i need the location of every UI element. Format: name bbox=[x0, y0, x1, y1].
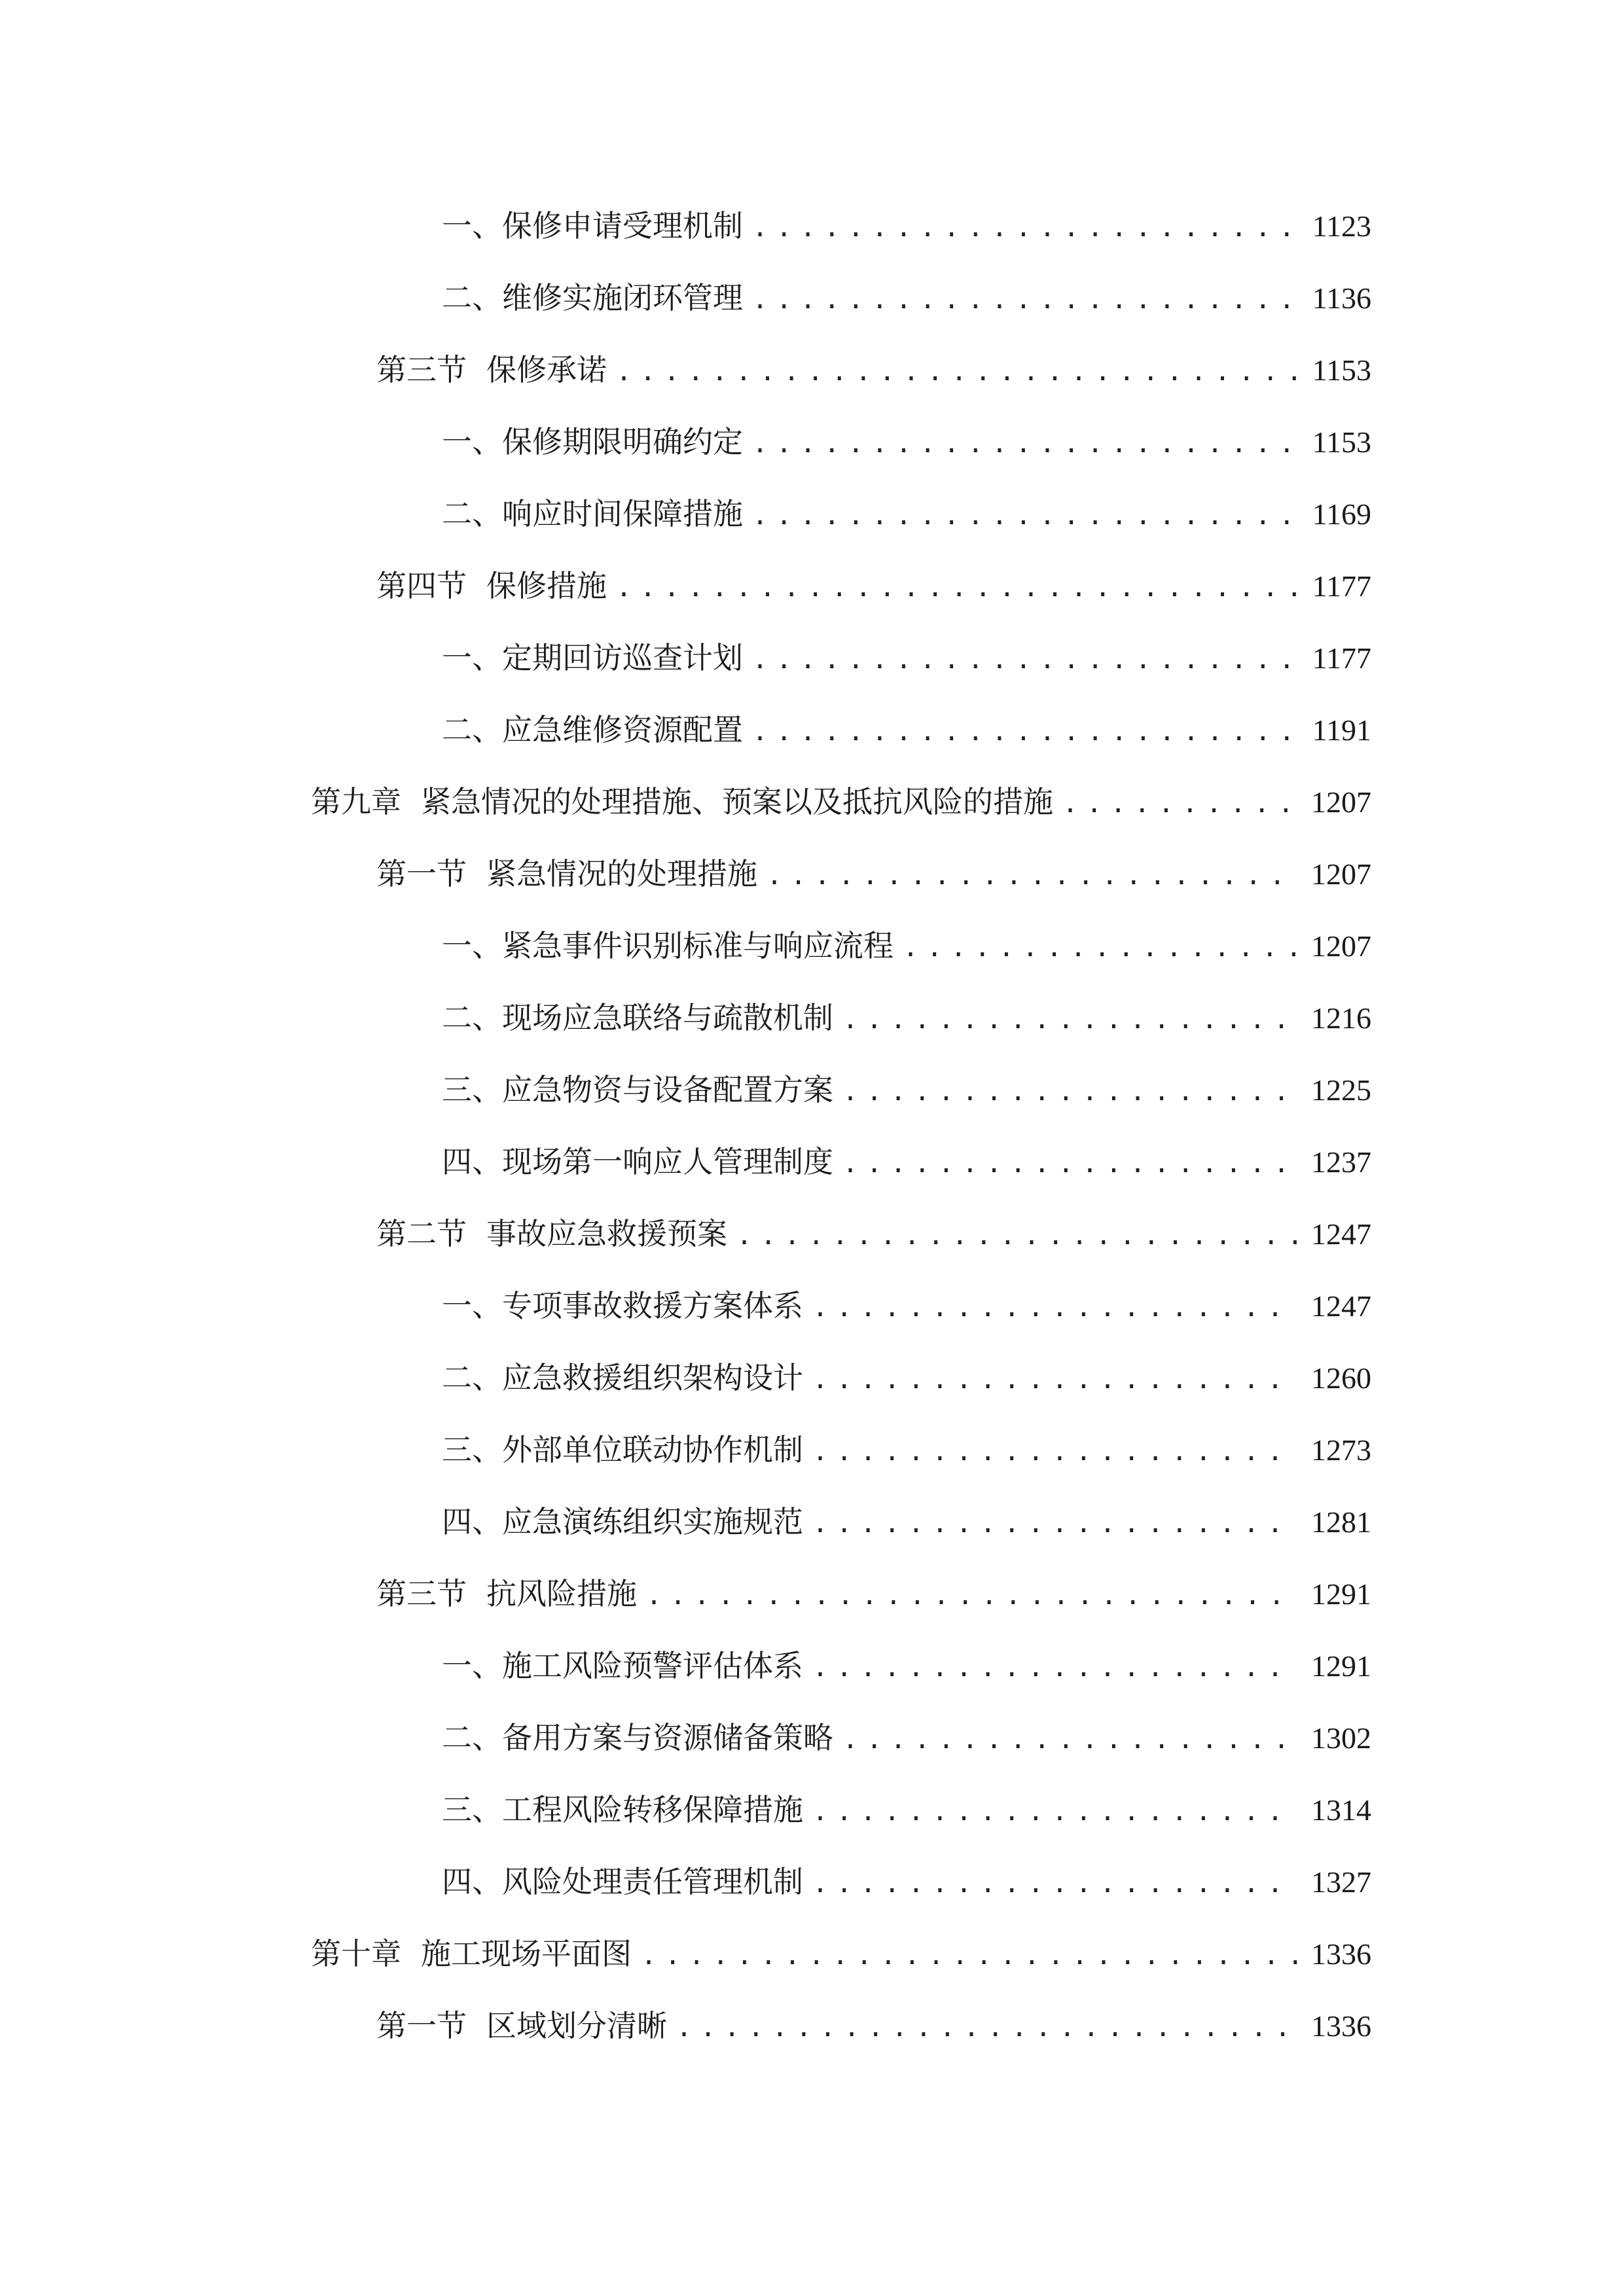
toc-entry[interactable] bbox=[0, 190, 1624, 262]
toc-entry-page-number: 1169 bbox=[1312, 497, 1371, 531]
toc-entry-line bbox=[442, 999, 1371, 1035]
toc-entry-page-number: 1336 bbox=[1311, 1937, 1371, 1971]
toc-dot-leader bbox=[736, 1223, 1297, 1249]
toc-dot-leader bbox=[767, 863, 1297, 889]
toc-entry-number: 四、 bbox=[442, 1143, 502, 1179]
toc-entry-page-number: 1281 bbox=[1311, 1505, 1371, 1539]
toc-entry-page-number: 1247 bbox=[1311, 1289, 1371, 1323]
toc-dot-leader bbox=[842, 1151, 1297, 1177]
toc-entry-page-number: 1123 bbox=[1312, 209, 1371, 243]
toc-dot-leader bbox=[812, 1367, 1297, 1393]
toc-entry-title: 紧急情况的处理措施 bbox=[486, 855, 757, 891]
toc-entry-page-number: 1153 bbox=[1312, 353, 1371, 387]
toc-entry-page-number: 1260 bbox=[1311, 1361, 1371, 1395]
toc-entry-line bbox=[442, 423, 1371, 459]
toc-entry[interactable] bbox=[0, 1990, 1624, 2062]
toc-entry-page-number: 1207 bbox=[1311, 785, 1371, 819]
toc-entry[interactable] bbox=[0, 1198, 1624, 1270]
toc-dot-leader bbox=[842, 1727, 1297, 1753]
toc-entry-line bbox=[376, 351, 1371, 387]
toc-entry-line bbox=[442, 495, 1371, 531]
toc-entry-number: 一、 bbox=[442, 639, 502, 675]
toc-entry[interactable] bbox=[0, 1342, 1624, 1414]
toc-entry-number: 第四节 bbox=[376, 567, 467, 603]
toc-entry-line bbox=[442, 1359, 1371, 1395]
toc-entry-line bbox=[376, 855, 1371, 891]
toc-entry-line bbox=[442, 711, 1371, 747]
toc-entry-page-number: 1327 bbox=[1311, 1865, 1371, 1899]
toc-entry[interactable] bbox=[0, 982, 1624, 1054]
toc-entry-number: 第三节 bbox=[376, 1575, 467, 1611]
toc-entry-title: 事故应急救援预案 bbox=[486, 1215, 727, 1251]
toc-entry-line bbox=[442, 1071, 1371, 1107]
toc-dot-leader bbox=[1062, 791, 1297, 817]
toc-entry-title: 施工现场平面图 bbox=[421, 1935, 632, 1971]
toc-entry[interactable] bbox=[0, 1774, 1624, 1846]
toc-entry-title: 保修期限明确约定 bbox=[502, 423, 743, 459]
toc-entry[interactable] bbox=[0, 1558, 1624, 1630]
toc-entry-line bbox=[442, 1431, 1371, 1467]
toc-entry-number: 二、 bbox=[442, 1359, 502, 1395]
toc-entry-line bbox=[442, 1863, 1371, 1899]
toc-entry-page-number: 1207 bbox=[1311, 857, 1371, 891]
toc-entry-number: 第二节 bbox=[376, 1215, 467, 1251]
toc-entry-line bbox=[442, 1287, 1371, 1323]
toc-entry[interactable] bbox=[0, 1918, 1624, 1990]
toc-entry-title: 备用方案与资源储备策略 bbox=[502, 1719, 833, 1755]
toc-entry[interactable] bbox=[0, 1414, 1624, 1486]
toc-entry-title: 专项事故救援方案体系 bbox=[502, 1287, 803, 1323]
toc-entry-number: 第十章 bbox=[311, 1935, 401, 1971]
toc-dot-leader bbox=[842, 1079, 1297, 1105]
toc-entry[interactable] bbox=[0, 838, 1624, 910]
toc-entry-line bbox=[442, 927, 1371, 963]
toc-entry[interactable] bbox=[0, 1054, 1624, 1126]
toc-dot-leader bbox=[812, 1871, 1297, 1897]
toc-entry-title: 施工风险预警评估体系 bbox=[502, 1647, 803, 1683]
toc-entry-number: 四、 bbox=[442, 1503, 502, 1539]
toc-entry-page-number: 1136 bbox=[1312, 281, 1371, 315]
toc-entry-line bbox=[376, 567, 1371, 603]
toc-entry-line bbox=[442, 1647, 1371, 1683]
toc-entry[interactable] bbox=[0, 262, 1624, 334]
toc-entry-line bbox=[311, 1935, 1371, 1971]
toc-dot-leader bbox=[812, 1799, 1297, 1825]
toc-entry-line bbox=[442, 1719, 1371, 1755]
toc-entry[interactable] bbox=[0, 1486, 1624, 1558]
toc-dot-leader bbox=[752, 719, 1297, 745]
toc-entry-title: 抗风险措施 bbox=[486, 1575, 637, 1611]
toc-entry-line bbox=[311, 783, 1371, 819]
toc-entry-title: 风险处理责任管理机制 bbox=[502, 1863, 803, 1899]
toc-entry-title: 维修实施闭环管理 bbox=[502, 279, 743, 315]
toc-dot-leader bbox=[676, 2015, 1297, 2041]
toc-entry-line bbox=[442, 1503, 1371, 1539]
toc-entry-line bbox=[376, 1575, 1371, 1611]
toc-entry-page-number: 1153 bbox=[1312, 425, 1371, 459]
toc-dot-leader bbox=[646, 1583, 1297, 1609]
toc-dot-leader bbox=[752, 503, 1297, 529]
toc-entry-page-number: 1247 bbox=[1311, 1217, 1371, 1251]
toc-entry-page-number: 1336 bbox=[1311, 2009, 1371, 2043]
toc-entry-line bbox=[376, 2007, 1371, 2043]
toc-entry-number: 一、 bbox=[442, 207, 502, 243]
toc-entry-page-number: 1291 bbox=[1311, 1649, 1371, 1683]
toc-entry-number: 二、 bbox=[442, 711, 502, 747]
toc-entry-line bbox=[442, 639, 1371, 675]
toc-dot-leader bbox=[752, 431, 1297, 457]
toc-entry-page-number: 1177 bbox=[1312, 641, 1371, 675]
toc-entry-line bbox=[442, 1143, 1371, 1179]
toc-entry-title: 现场第一响应人管理制度 bbox=[502, 1143, 833, 1179]
toc-entry-number: 三、 bbox=[442, 1431, 502, 1467]
toc-entry-title: 定期回访巡查计划 bbox=[502, 639, 743, 675]
toc-entry-page-number: 1314 bbox=[1311, 1793, 1371, 1827]
toc-entry-page-number: 1273 bbox=[1311, 1433, 1371, 1467]
toc-entry[interactable] bbox=[0, 910, 1624, 982]
toc-entry-number: 第一节 bbox=[376, 855, 467, 891]
toc-entry-number: 二、 bbox=[442, 279, 502, 315]
toc-entry-number: 二、 bbox=[442, 495, 502, 531]
toc-entry-page-number: 1207 bbox=[1311, 929, 1371, 963]
toc-entry-title: 应急物资与设备配置方案 bbox=[502, 1071, 833, 1107]
toc-entry[interactable] bbox=[0, 1126, 1624, 1198]
toc-entry-number: 二、 bbox=[442, 999, 502, 1035]
toc-entry-title: 响应时间保障措施 bbox=[502, 495, 743, 531]
toc-entry-number: 一、 bbox=[442, 927, 502, 963]
toc-entry-number: 一、 bbox=[442, 1647, 502, 1683]
toc-dot-leader bbox=[641, 1943, 1297, 1969]
toc-entry-title: 外部单位联动协作机制 bbox=[502, 1431, 803, 1467]
toc-entry-title: 区域划分清晰 bbox=[486, 2007, 667, 2043]
toc-entry-page-number: 1225 bbox=[1311, 1073, 1371, 1107]
toc-entry-number: 四、 bbox=[442, 1863, 502, 1899]
toc-entry-line bbox=[442, 1791, 1371, 1827]
toc-entry-line bbox=[376, 1215, 1371, 1251]
toc-dot-leader bbox=[616, 359, 1297, 385]
toc-entry-title: 应急演练组织实施规范 bbox=[502, 1503, 803, 1539]
toc-entry-number: 一、 bbox=[442, 423, 502, 459]
toc-entry-number: 第一节 bbox=[376, 2007, 467, 2043]
toc-entry-number: 三、 bbox=[442, 1071, 502, 1107]
toc-entry[interactable] bbox=[0, 694, 1624, 766]
toc-entry-title: 现场应急联络与疏散机制 bbox=[502, 999, 833, 1035]
toc-dot-leader bbox=[812, 1439, 1297, 1465]
toc-entry-page-number: 1291 bbox=[1311, 1577, 1371, 1611]
toc-entry-title: 紧急情况的处理措施、预案以及抵抗风险的措施 bbox=[421, 783, 1053, 819]
toc-entry[interactable] bbox=[0, 766, 1624, 838]
toc-dot-leader bbox=[812, 1511, 1297, 1537]
toc-entry-title: 保修承诺 bbox=[486, 351, 607, 387]
toc-entry-page-number: 1177 bbox=[1312, 569, 1371, 603]
toc-entry[interactable] bbox=[0, 1702, 1624, 1774]
toc-entry-page-number: 1191 bbox=[1312, 713, 1371, 747]
toc-entry[interactable] bbox=[0, 550, 1624, 622]
toc-entry-number: 第九章 bbox=[311, 783, 401, 819]
toc-entry-line bbox=[442, 279, 1371, 315]
toc-entry-number: 第三节 bbox=[376, 351, 467, 387]
toc-entry-title: 保修申请受理机制 bbox=[502, 207, 743, 243]
toc-entry-number: 二、 bbox=[442, 1719, 502, 1755]
toc-dot-leader bbox=[752, 215, 1297, 241]
toc-dot-leader bbox=[842, 1007, 1297, 1033]
toc-entry[interactable] bbox=[0, 334, 1624, 406]
toc-entry[interactable] bbox=[0, 622, 1624, 694]
toc-entry-line bbox=[442, 207, 1371, 243]
toc-entry-title: 工程风险转移保障措施 bbox=[502, 1791, 803, 1827]
toc-entry[interactable] bbox=[0, 1270, 1624, 1342]
toc-dot-leader bbox=[752, 287, 1297, 313]
toc-entry[interactable] bbox=[0, 478, 1624, 550]
toc-entry[interactable] bbox=[0, 1630, 1624, 1702]
toc-entry-page-number: 1237 bbox=[1311, 1145, 1371, 1179]
toc-entry-title: 保修措施 bbox=[486, 567, 607, 603]
toc-dot-leader bbox=[616, 575, 1297, 601]
toc-entry[interactable] bbox=[0, 406, 1624, 478]
table-of-contents bbox=[0, 190, 1624, 2062]
toc-entry-title: 紧急事件识别标准与响应流程 bbox=[502, 927, 893, 963]
toc-entry[interactable] bbox=[0, 1846, 1624, 1918]
toc-dot-leader bbox=[903, 935, 1297, 961]
toc-entry-number: 三、 bbox=[442, 1791, 502, 1827]
toc-entry-page-number: 1216 bbox=[1311, 1001, 1371, 1035]
toc-dot-leader bbox=[752, 647, 1297, 673]
toc-entry-title: 应急救援组织架构设计 bbox=[502, 1359, 803, 1395]
toc-dot-leader bbox=[812, 1295, 1297, 1321]
toc-entry-number: 一、 bbox=[442, 1287, 502, 1323]
toc-dot-leader bbox=[812, 1655, 1297, 1681]
toc-entry-page-number: 1302 bbox=[1311, 1721, 1371, 1755]
toc-entry-title: 应急维修资源配置 bbox=[502, 711, 743, 747]
